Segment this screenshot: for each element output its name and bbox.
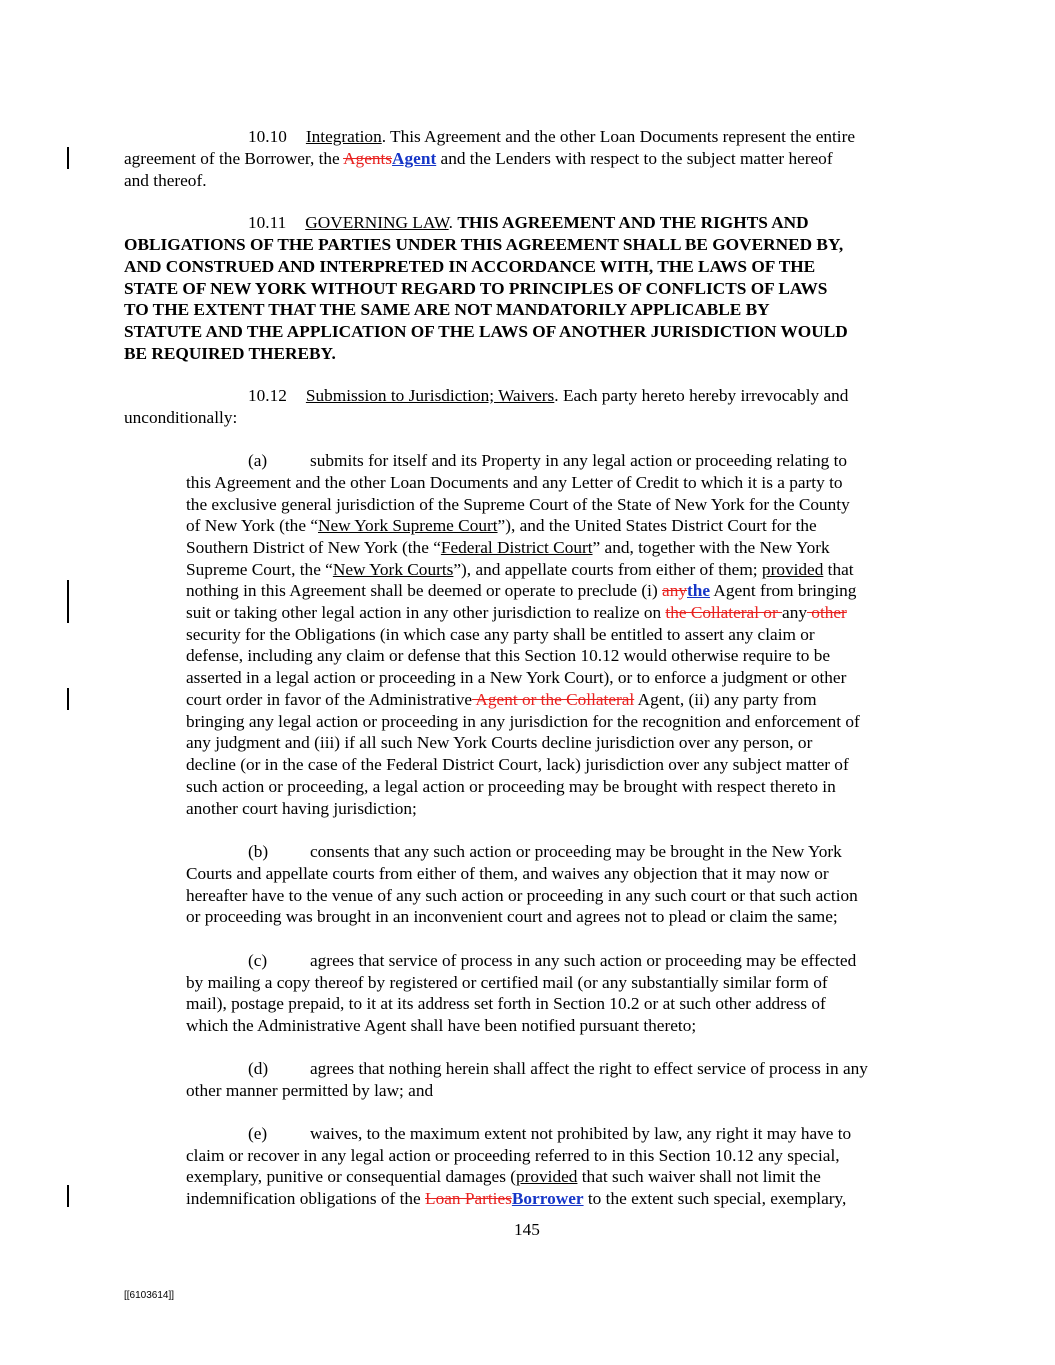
clause-label: (d)	[248, 1059, 269, 1078]
defined-term: New York Courts	[332, 560, 454, 579]
section-10-11-line-5: TO THE EXTENT THAT THE SAME ARE NOT MANDATORILY APPLICABLE BY	[124, 300, 770, 319]
change-bar	[67, 1185, 69, 1207]
defined-term: Federal District Court	[440, 538, 593, 557]
section-10-12-line-2: unconditionally:	[124, 408, 238, 427]
clause-b-line-2: Courts and appellate courts from either of them, and waives any objection that it may now or	[186, 864, 829, 883]
section-heading: GOVERNING LAW	[305, 213, 449, 232]
inserted-text: Borrower	[511, 1189, 584, 1208]
clause-a-line-3: the exclusive general jurisdiction of the Supreme Court of the State of New York for the County	[186, 495, 850, 514]
clause-a-line-5: Southern District of New York (the “Federal District Court” and, together with the New York	[186, 538, 830, 557]
defined-term: New York Supreme Court	[318, 516, 498, 535]
clause-a-line-4: of New York (the “New York Supreme Court”), and the United States District Court for the	[186, 516, 817, 535]
section-heading: Integration	[305, 127, 382, 146]
clause-label: (b)	[248, 842, 269, 861]
change-bar	[67, 580, 69, 623]
clause-a-line-2: this Agreement and the other Loan Documents and any Letter of Credit to which it is a party to	[186, 473, 843, 492]
section-number: 10.11	[248, 213, 287, 232]
section-10-10-line-1: 10.10 Integration. This Agreement and the other Loan Documents represent the entire	[248, 127, 856, 146]
deleted-text: any	[662, 581, 687, 600]
clause-c-line-2: by mailing a copy thereof by registered or certified mail (or any substantially similar form of	[186, 973, 828, 992]
deleted-text: Agent or the Collateral	[472, 690, 635, 709]
clause-a-line-8: suit or taking other legal action in any other jurisdiction to realize on the Collateral or any other	[186, 603, 847, 622]
section-heading: Submission to Jurisdiction; Waivers	[305, 386, 555, 405]
deleted-text: other	[806, 603, 847, 622]
section-10-12-line-1: 10.12 Submission to Jurisdiction; Waivers. Each party hereto hereby irrevocably and	[248, 386, 849, 405]
clause-a-line-14: any judgment and (iii) if all such New York Courts decline jurisdiction over any person, or	[186, 733, 813, 752]
clause-label: (c)	[248, 951, 268, 970]
section-10-11-line-2: OBLIGATIONS OF THE PARTIES UNDER THIS AGREEMENT SHALL BE GOVERNED BY,	[124, 235, 844, 254]
clause-a-line-12: court order in favor of the Administrative Agent or the Collateral Agent, (ii) any party from	[186, 690, 817, 709]
deleted-text: Agents	[343, 149, 393, 168]
clause-c-line-1: (c) agrees that service of process in any such action or proceeding may be effected	[248, 951, 857, 970]
clause-a-line-16: such action or proceeding, a legal action or proceeding may be brought with respect thereto in	[186, 777, 836, 796]
section-10-11-line-6: STATUTE AND THE APPLICATION OF THE LAWS OF ANOTHER JURISDICTION WOULD	[124, 322, 848, 341]
clause-e-line-3: exemplary, punitive or consequential damages (provided that such waiver shall not limit the	[186, 1167, 821, 1186]
section-10-11-line-1: 10.11 GOVERNING LAW. THIS AGREEMENT AND THE RIGHTS AND	[248, 213, 809, 232]
change-bar	[67, 688, 69, 710]
clause-b-line-1: (b) consents that any such action or proceeding may be brought in the New York	[248, 842, 842, 861]
change-bar	[67, 147, 69, 169]
deleted-text: the Collateral or	[665, 603, 783, 622]
section-10-11-line-7: BE REQUIRED THEREBY.	[124, 344, 336, 363]
clause-label: (a)	[248, 451, 268, 470]
clause-b-line-3: hereafter have to the venue of any such action or proceeding in any such court or that such action	[186, 886, 858, 905]
deleted-text: Loan Parties	[425, 1189, 512, 1208]
defined-term: provided	[516, 1167, 578, 1186]
clause-a-line-17: another court having jurisdiction;	[186, 799, 417, 818]
page-number: 145	[514, 1220, 540, 1239]
clause-c-line-4: which the Administrative Agent shall have been notified pursuant thereto;	[186, 1016, 697, 1035]
clause-a-line-1: (a) submits for itself and its Property in any legal action or proceeding relating to	[248, 451, 848, 470]
clause-a-line-7: nothing in this Agreement shall be deemed or operate to preclude (i) anythe Agent from bringing	[186, 581, 857, 600]
inserted-text: Agent	[392, 149, 437, 168]
clause-a-line-10: defense, including any claim or defense that this Section 10.12 would otherwise require to be	[186, 646, 831, 665]
section-number: 10.12	[248, 386, 287, 405]
clause-d-line-1: (d) agrees that nothing herein shall affect the right to effect service of process in any	[248, 1059, 868, 1078]
clause-e-line-4: indemnification obligations of the Loan PartiesBorrower to the extent such special, exemplary,	[186, 1189, 847, 1208]
clause-e-line-2: claim or recover in any legal action or proceeding referred to in this Section 10.12 any special,	[186, 1146, 840, 1165]
clause-b-line-4: or proceeding was brought in an inconvenient court and agrees not to plead or claim the same;	[186, 907, 838, 926]
document-id: [[6103614]]	[124, 1290, 175, 1301]
clause-d-line-2: other manner permitted by law; and	[186, 1081, 434, 1100]
section-10-11-line-3: AND CONSTRUED AND INTERPRETED IN ACCORDANCE WITH, THE LAWS OF THE	[124, 257, 816, 276]
section-10-10-line-2: agreement of the Borrower, the AgentsAgent and the Lenders with respect to the subject matter hereof	[124, 149, 833, 168]
section-number: 10.10	[248, 127, 287, 146]
clause-a-line-15: decline (or in the case of the Federal District Court, lack) jurisdiction over any subject matter of	[186, 755, 849, 774]
clause-a-line-9: security for the Obligations (in which case any party shall be entitled to assert any claim or	[186, 625, 815, 644]
inserted-text: the	[687, 581, 711, 600]
clause-a-line-13: bringing any legal action or proceeding in any jurisdiction for the recognition and enforcement of	[186, 712, 860, 731]
section-10-10-line-3: and thereof.	[124, 171, 207, 190]
clause-a-line-6: Supreme Court, the “New York Courts”), and appellate courts from either of them; provided that	[186, 560, 854, 579]
section-10-11-line-4: STATE OF NEW YORK WITHOUT REGARD TO PRINCIPLES OF CONFLICTS OF LAWS	[124, 279, 828, 298]
clause-label: (e)	[248, 1124, 268, 1143]
clause-a-line-11: asserted in a legal action or proceeding in a New York Court), or to enforce a judgment or other	[186, 668, 847, 687]
clause-c-line-3: mail), postage prepaid, to it at its address set forth in Section 10.2 or at such other address of	[186, 994, 826, 1013]
clause-e-line-1: (e) waives, to the maximum extent not prohibited by law, any right it may have to	[248, 1124, 852, 1143]
